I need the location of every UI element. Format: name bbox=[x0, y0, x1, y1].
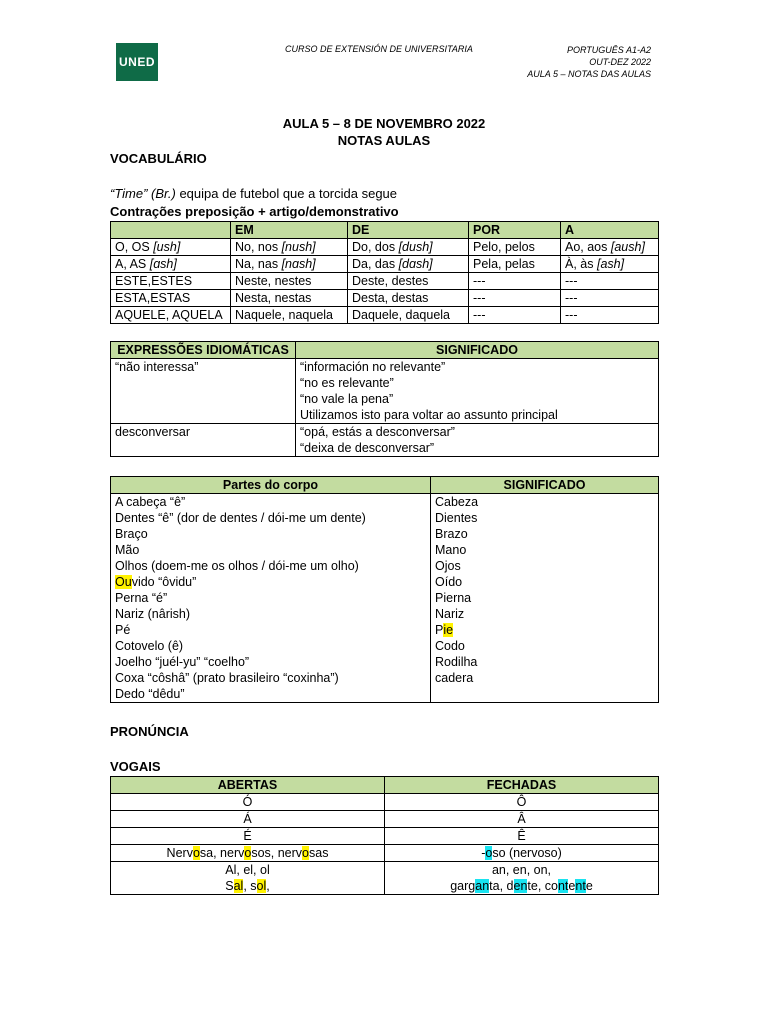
body-parts-table bbox=[110, 476, 659, 703]
page-subtitle: NOTAS AULAS bbox=[337, 133, 431, 148]
header-course-level: PORTUGUÊS A1-A2 bbox=[566, 45, 651, 55]
table-row: Al, el, ol Sal, sol, an, en, on, garganta, dente, contente bbox=[111, 862, 659, 895]
uned-logo: UNED bbox=[116, 43, 158, 81]
idiom-expression: “não interessa” bbox=[111, 359, 296, 424]
table-row: É Ê bbox=[111, 828, 659, 845]
header-lesson: AULA 5 – NOTAS DAS AULAS bbox=[527, 69, 651, 79]
idiom-meaning: “información no relevante” “no es relevante” “no vale la pena” Utilizamos isto para voltar ao assunto principal bbox=[296, 359, 659, 424]
vogais-heading: VOGAIS bbox=[110, 759, 161, 774]
table-row: Ó Ô bbox=[111, 794, 659, 811]
page-title: AULA 5 – 8 DE NOVEMBRO 2022 bbox=[282, 116, 486, 131]
table-header-row bbox=[111, 222, 659, 239]
col-header: Partes do corpo bbox=[111, 477, 431, 494]
vowels-table bbox=[110, 776, 659, 895]
contractions-table bbox=[110, 221, 659, 324]
col-header: DE bbox=[348, 222, 469, 239]
table-row: A, AS [ɑsh] Na, nas [nɑsh] Da, das [dɑsh] Pela, pelas À, às [ash] bbox=[111, 256, 659, 273]
col-header: A bbox=[561, 222, 659, 239]
col-header: SIGNIFICADO bbox=[296, 342, 659, 359]
col-header: FECHADAS bbox=[385, 777, 659, 794]
table-row: ESTA,ESTAS Nesta, nestas Desta, destas --- --- bbox=[111, 290, 659, 307]
table-row: AQUELE, AQUELA Naquele, naquela Daquele, daquela --- --- bbox=[111, 307, 659, 324]
header-dates: OUT-DEZ 2022 bbox=[589, 57, 651, 67]
table-row bbox=[111, 359, 659, 424]
time-definition bbox=[110, 186, 397, 201]
vocab-heading: VOCABULÁRIO bbox=[110, 151, 207, 166]
table-row: ESTE,ESTES Neste, nestes Deste, destes --- --- bbox=[111, 273, 659, 290]
pronuncia-heading: PRONÚNCIA bbox=[110, 724, 189, 739]
idiom-meaning: “opá, estás a desconversar” “deixa de desconversar” bbox=[296, 424, 659, 457]
table-header-row bbox=[111, 477, 659, 494]
table-row bbox=[111, 424, 659, 457]
table-row bbox=[111, 494, 659, 703]
table-header-row bbox=[111, 777, 659, 794]
col-header: EM bbox=[231, 222, 348, 239]
col-header: ABERTAS bbox=[111, 777, 385, 794]
contractions-heading: Contrações preposição + artigo/demonstrativo bbox=[110, 204, 399, 219]
col-header: SIGNIFICADO bbox=[431, 477, 659, 494]
time-term: “Time” (Br.) bbox=[110, 186, 176, 201]
col-header: POR bbox=[469, 222, 561, 239]
table-row: Nervosa, nervosos, nervosas -oso (nervoso) bbox=[111, 845, 659, 862]
time-meaning: equipa de futebol que a torcida segue bbox=[175, 186, 398, 201]
table-row: Á Â bbox=[111, 811, 659, 828]
col-header: EXPRESSÕES IDIOMÁTICAS bbox=[111, 342, 296, 359]
body-parts-portuguese: A cabeça “ê” Dentes “ê” (dor de dentes / dói-me um dente) Braço Mão Olhos (doem-me os olhos / dói-me um olho) Ouvido “ôvidu” Perna “é” Nariz (nârish) Pé Cotovelo (ê) Joelho “juél-yu” “coelho” Coxa “côshâ” (prato brasileiro “coxinha”) Dedo “dêdu” bbox=[111, 494, 431, 703]
body-parts-spanish: Cabeza Dientes Brazo Mano Ojos Oído Pierna Nariz Pie Codo Rodilha cadera bbox=[431, 494, 659, 703]
course-name: CURSO DE EXTENSIÓN DE UNIVERSITARIA bbox=[285, 44, 473, 54]
idiom-expression: desconversar bbox=[111, 424, 296, 457]
table-header-row bbox=[111, 342, 659, 359]
header-right bbox=[527, 44, 651, 80]
idioms-table bbox=[110, 341, 659, 457]
table-row: O, OS [ush] No, nos [nush] Do, dos [dush] Pelo, pelos Ao, aos [aush] bbox=[111, 239, 659, 256]
col-header bbox=[111, 222, 231, 239]
